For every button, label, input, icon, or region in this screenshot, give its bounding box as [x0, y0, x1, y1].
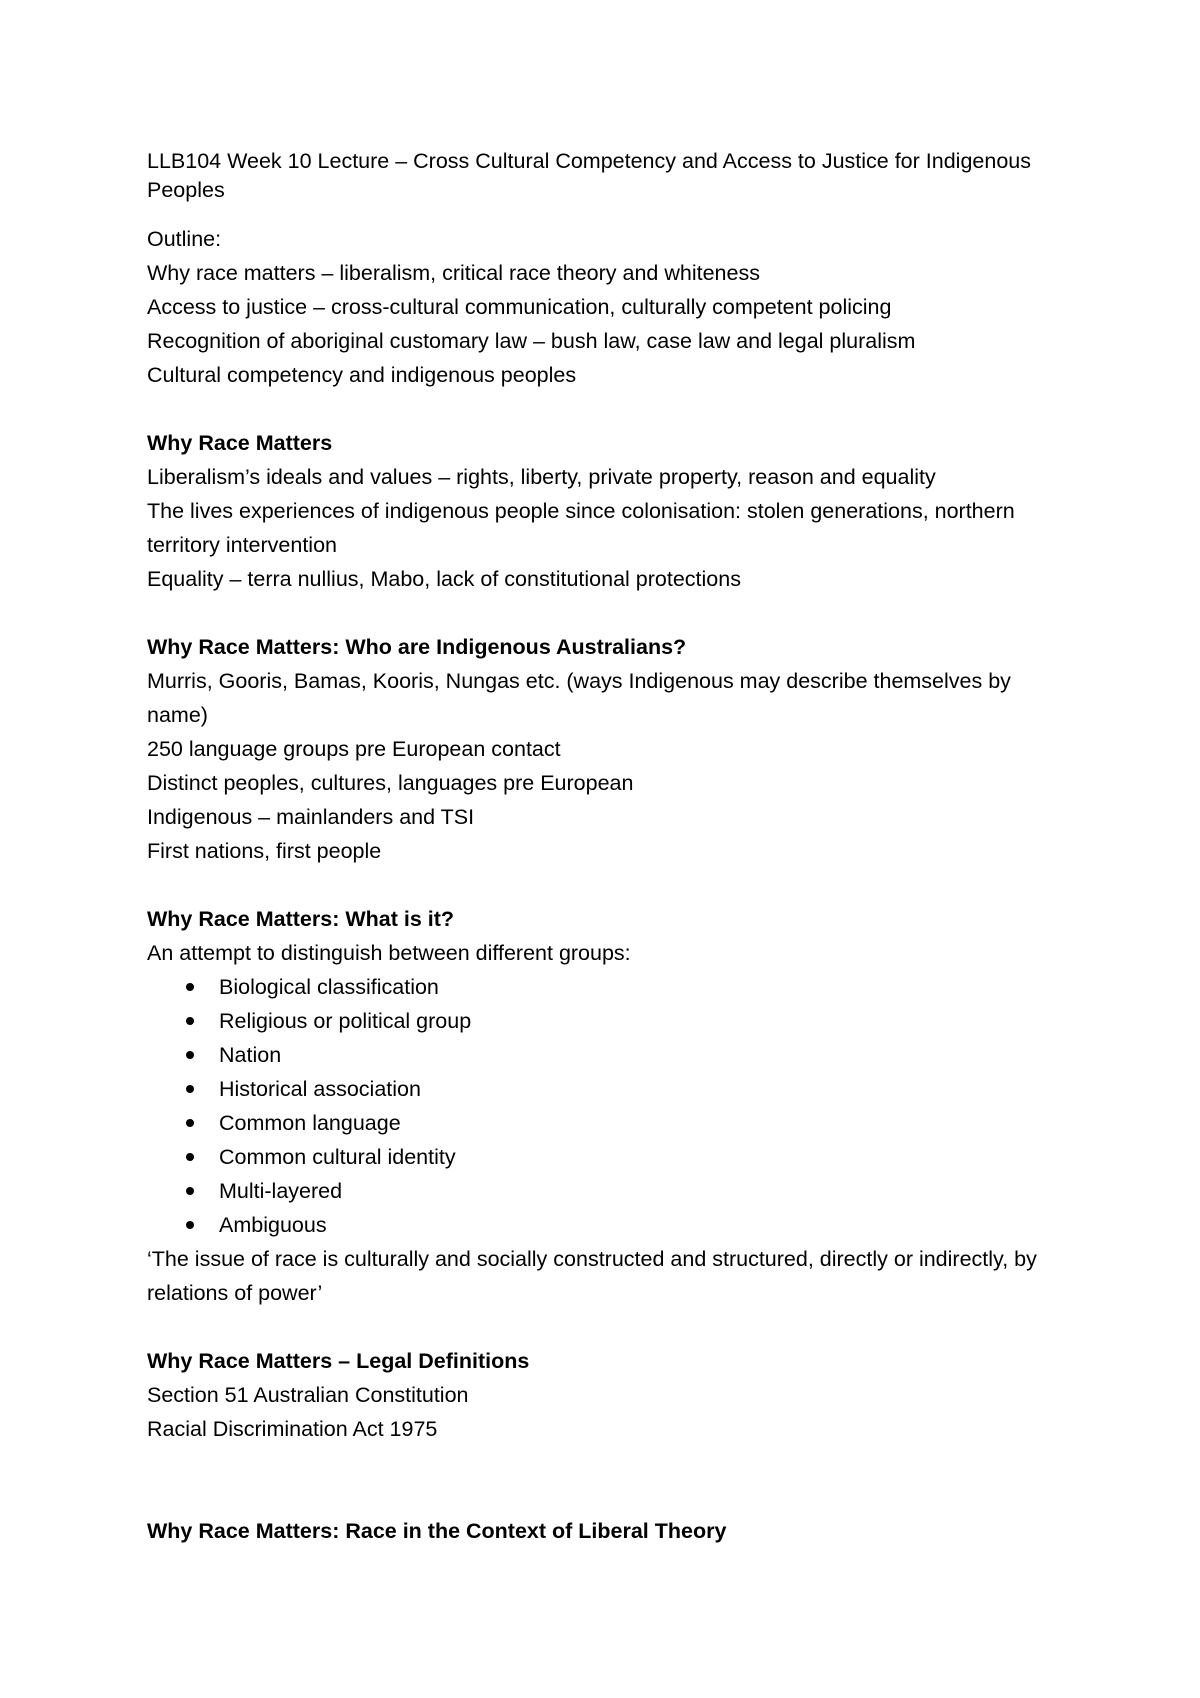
body-line: Distinct peoples, cultures, languages pre European	[147, 771, 634, 795]
list-item	[147, 1174, 1067, 1208]
section-what-is-it	[147, 902, 1067, 1310]
body-line: Equality – terra nullius, Mabo, lack of constitutional protections	[147, 567, 741, 591]
list-item-text: Biological classification	[219, 975, 439, 999]
document-page	[147, 147, 1067, 1548]
section-legal-definitions	[147, 1344, 1067, 1446]
list-item	[147, 970, 1067, 1004]
section-heading: Why Race Matters	[147, 431, 333, 455]
section-heading: Why Race Matters: Race in the Context of Liberal Theory	[147, 1519, 727, 1543]
list-item	[147, 1004, 1067, 1038]
section-heading: Why Race Matters: What is it?	[147, 907, 455, 931]
list-item	[147, 1140, 1067, 1174]
spacer	[147, 596, 1067, 630]
section-heading: Why Race Matters: Who are Indigenous Australians?	[147, 635, 687, 659]
list-item-text: Nation	[219, 1043, 282, 1067]
body-line: 250 language groups pre European contact	[147, 737, 561, 761]
list-item-text: Common cultural identity	[219, 1145, 456, 1169]
bullet-icon	[186, 1051, 194, 1059]
list-item-text: Common language	[219, 1111, 401, 1135]
bullet-icon	[186, 1153, 194, 1161]
outline-section	[147, 222, 1067, 392]
section-who-are-indigenous-australians	[147, 630, 1067, 868]
bullet-icon	[186, 1085, 194, 1093]
list-item	[147, 1106, 1067, 1140]
spacer	[147, 392, 1067, 426]
body-line: An attempt to distinguish between different groups:	[147, 941, 631, 965]
body-line: Liberalism’s ideals and values – rights, liberty, private property, reason and equality	[147, 465, 936, 489]
section-race-in-liberal-theory	[147, 1514, 1067, 1548]
body-line: Indigenous – mainlanders and TSI	[147, 805, 475, 829]
quote: ‘The issue of race is culturally and socially constructed and structured, directly or indirectly, by relations of power’	[147, 1247, 1037, 1305]
body-line: Section 51 Australian Constitution	[147, 1383, 469, 1407]
outline-item: Cultural competency and indigenous peoples	[147, 363, 577, 387]
outline-item: Why race matters – liberalism, critical race theory and whiteness	[147, 261, 760, 285]
list-item	[147, 1072, 1067, 1106]
spacer	[147, 868, 1067, 902]
bullet-icon	[186, 1187, 194, 1195]
bullet-icon	[186, 1017, 194, 1025]
body-line: Murris, Gooris, Bamas, Kooris, Nungas etc. (ways Indigenous may describe themselves by name)	[147, 669, 1011, 727]
list-item-text: Multi-layered	[219, 1179, 343, 1203]
outline-label: Outline:	[147, 227, 222, 251]
document-title: LLB104 Week 10 Lecture – Cross Cultural Competency and Access to Justice for Indigenous Peoples	[147, 149, 1031, 202]
list-item	[147, 1038, 1067, 1072]
bullet-icon	[186, 1119, 194, 1127]
body-line: The lives experiences of indigenous people since colonisation: stolen generations, northern territory intervention	[147, 499, 1015, 557]
spacer	[147, 1310, 1067, 1344]
bullet-list	[147, 970, 1067, 1242]
list-item-text: Historical association	[219, 1077, 421, 1101]
section-why-race-matters	[147, 426, 1067, 596]
body-line: First nations, first people	[147, 839, 382, 863]
spacer	[147, 1446, 1067, 1514]
bullet-icon	[186, 983, 194, 991]
outline-item: Access to justice – cross-cultural communication, culturally competent policing	[147, 295, 892, 319]
list-item	[147, 1208, 1067, 1242]
section-heading: Why Race Matters – Legal Definitions	[147, 1349, 530, 1373]
bullet-icon	[186, 1221, 194, 1229]
list-item-text: Ambiguous	[219, 1213, 327, 1237]
outline-item: Recognition of aboriginal customary law – bush law, case law and legal pluralism	[147, 329, 916, 353]
body-line: Racial Discrimination Act 1975	[147, 1417, 438, 1441]
list-item-text: Religious or political group	[219, 1009, 472, 1033]
